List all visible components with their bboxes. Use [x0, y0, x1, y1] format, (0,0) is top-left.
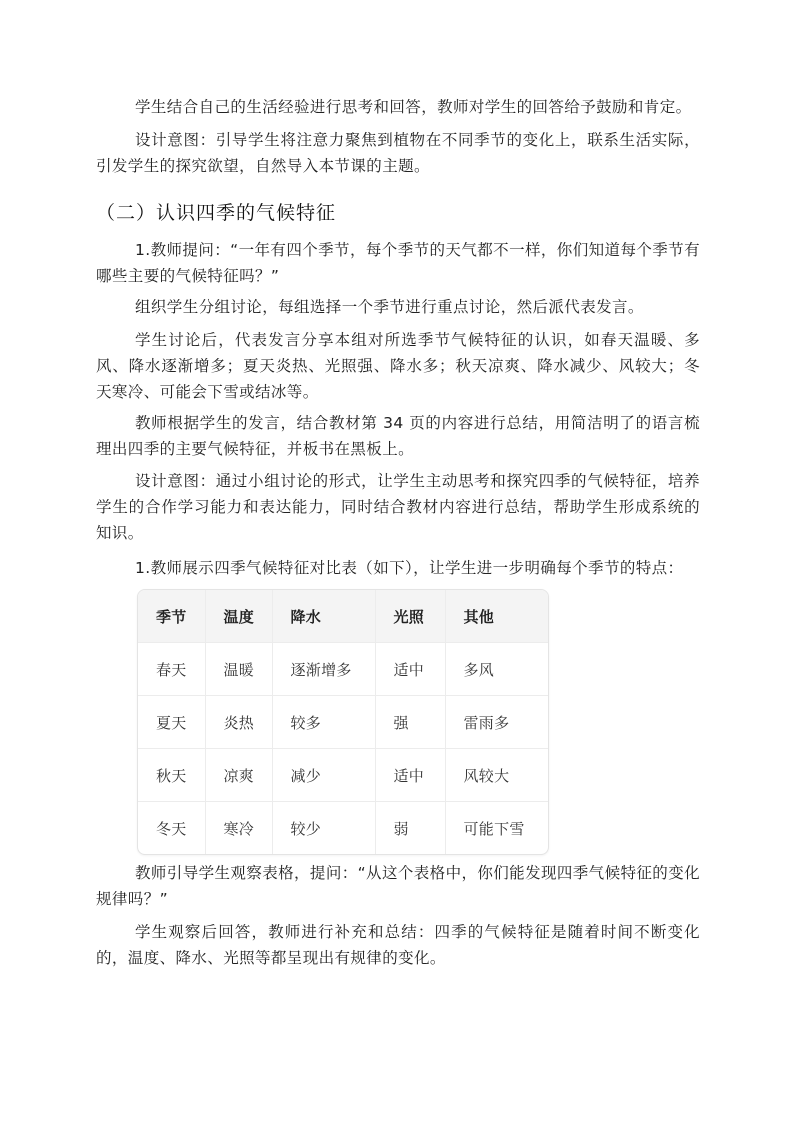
- table-cell: 秋天: [138, 749, 205, 802]
- paragraph-group-discussion: 组织学生分组讨论，每组选择一个季节进行重点讨论，然后派代表发言。: [135, 298, 644, 316]
- table-cell: 多风: [445, 643, 548, 696]
- table-cell: 寒冷: [205, 802, 272, 855]
- header-sunlight: 光照: [375, 590, 445, 643]
- table-cell: 逐渐增多: [272, 643, 375, 696]
- climate-comparison-table: [137, 589, 549, 855]
- paragraph-teacher-question: 1.教师提问：“一年有四个季节，每个季节的天气都不一样，你们知道每个季节有哪些主要的气候特征吗？”: [96, 241, 700, 285]
- header-other: 其他: [445, 590, 548, 643]
- table-row: [138, 749, 548, 802]
- table-cell: 强: [375, 696, 445, 749]
- paragraph-student-sharing: 学生讨论后，代表发言分享本组对所选季节气候特征的认识，如春天温暖、多风、降水逐渐增多；夏天炎热、光照强、降水多；秋天凉爽、降水减少、风较大；冬天寒冷、可能会下雪或结冰等。: [96, 331, 700, 401]
- table-cell: 较少: [272, 802, 375, 855]
- table-row: [138, 696, 548, 749]
- table-cell: 弱: [375, 802, 445, 855]
- paragraph-design-intent-1: 设计意图：引导学生将注意力聚焦到植物在不同季节的变化上，联系生活实际，引发学生的探究欲望，自然导入本节课的主题。: [96, 131, 700, 175]
- table-header-row: [138, 590, 548, 643]
- header-precipitation: 降水: [272, 590, 375, 643]
- table-cell: 适中: [375, 643, 445, 696]
- table-cell: 温暖: [205, 643, 272, 696]
- section-heading: （二）认识四季的气候特征: [96, 202, 337, 224]
- table-cell: 风较大: [445, 749, 548, 802]
- table-cell: 适中: [375, 749, 445, 802]
- table-cell: 炎热: [205, 696, 272, 749]
- paragraph-conclusion: 学生观察后回答，教师进行补充和总结：四季的气候特征是随着时间不断变化的，温度、降水、光照等都呈现出有规律的变化。: [96, 923, 700, 967]
- paragraph-design-intent-2: 设计意图：通过小组讨论的形式，让学生主动思考和探究四季的气候特征，培养学生的合作学习能力和表达能力，同时结合教材内容进行总结，帮助学生形成系统的知识。: [96, 472, 700, 542]
- paragraph-observe-table: 教师引导学生观察表格，提问：“从这个表格中，你们能发现四季气候特征的变化规律吗？”: [96, 864, 700, 908]
- header-temperature: 温度: [205, 590, 272, 643]
- table-row: [138, 643, 548, 696]
- table-cell: 夏天: [138, 696, 205, 749]
- paragraph-teacher-summary: 教师根据学生的发言，结合教材第 34 页的内容进行总结，用简洁明了的语言梳理出四季的主要气候特征，并板书在黑板上。: [96, 414, 700, 458]
- table-cell: 春天: [138, 643, 205, 696]
- table-cell: 可能下雪: [463, 819, 525, 838]
- table-cell: 冬天: [138, 802, 205, 855]
- paragraph-table-intro: 1.教师展示四季气候特征对比表（如下），让学生进一步明确每个季节的特点：: [135, 559, 684, 577]
- header-season: 季节: [138, 590, 205, 643]
- table-cell: 较多: [272, 696, 375, 749]
- table-cell: 凉爽: [205, 749, 272, 802]
- table-cell: 雷雨多: [445, 696, 548, 749]
- table-cell: 减少: [272, 749, 375, 802]
- paragraph-student-answer: 学生结合自己的生活经验进行思考和回答，教师对学生的回答给予鼓励和肯定。: [135, 98, 692, 116]
- table-row: [138, 802, 548, 855]
